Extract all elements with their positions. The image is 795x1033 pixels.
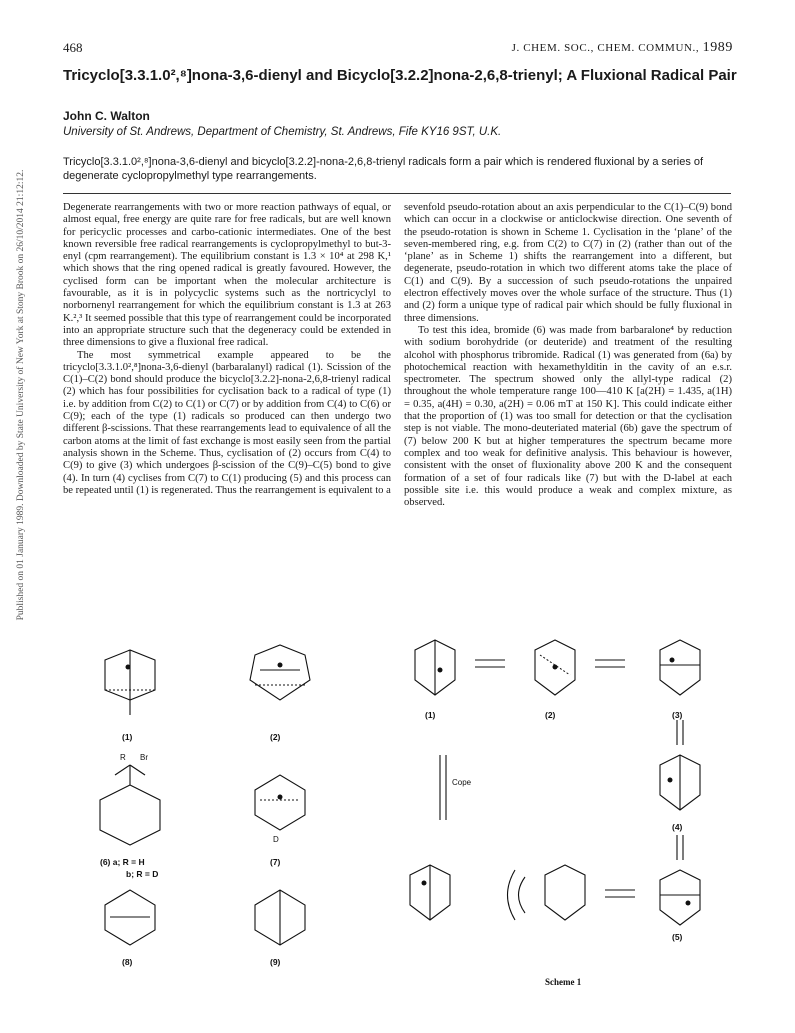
label-6b: b; R = D — [126, 869, 159, 879]
structure-8 — [105, 890, 155, 945]
download-note: Published on 01 January 1989. Downloaded by State University of New York at Stony Brook on 26/10/2014 21:12:12. — [16, 169, 26, 621]
scheme-label-3: (3) — [672, 710, 683, 720]
abstract: Tricyclo[3.3.1.0²,⁸]nona-3,6-dienyl and bicyclo[3.2.2]-nona-2,6,8-trienyl radicals form a pair which is rendered fluxional by a series of degenerate cyclopropylmethyl type rearrangements. — [63, 156, 704, 182]
label-6a: (6) a; R = H — [100, 857, 145, 867]
scheme-label-2: (2) — [545, 710, 556, 720]
journal-header — [512, 40, 733, 56]
equilibrium-arrow-1 — [475, 660, 505, 667]
affiliation: University of St. Andrews, Department of Chemistry, St. Andrews, Fife KY16 9ST, U.K. — [63, 126, 502, 138]
page-number: 468 — [63, 40, 83, 55]
author: John C. Walton — [63, 109, 150, 123]
paragraph: sevenfold pseudo-rotation about an axis perpendicular to the C(1)–C(9) bond which can occur in a clockwise or anticlockwise direction. One seventh of the pseudo-rotation is shown in Scheme 1. Cyclisation in the ‘plane’ of the seven-membered ring, e.g. from C(2) to C(7) in (2) (rather than out of the ‘plane’ as in Scheme 1) shifts the rearrangement into a different, but degenerate, pseudo-rotation in which two different atoms take the place of C(1) and C(9). By a succession of such pseudo-rotations the unpaired electron effectively moves over the whole surface of the structure. Thus (1) and (2) form a unique type of radical pair which should be fully fluxional in three dimensions. — [404, 202, 732, 324]
label-7: (7) — [270, 857, 281, 867]
structure-7 — [255, 775, 305, 830]
scheme-label-4: (4) — [672, 822, 683, 832]
structure-6 — [100, 765, 160, 845]
article-title: Tricyclo[3.3.1.0²,⁸]nona-3,6-dienyl and Bicyclo[3.2.2]nona-2,6,8-trienyl; A Fluxional Radical Pair — [63, 67, 737, 84]
scheme-structure-cope — [410, 865, 450, 920]
equilibrium-arrow-4 — [677, 835, 683, 860]
label-1: (1) — [122, 732, 133, 742]
label-9: (9) — [270, 957, 281, 967]
scheme-structure-4 — [660, 755, 700, 810]
equilibrium-arrow-2 — [595, 660, 625, 667]
equilibrium-arrow-3 — [677, 720, 683, 745]
divider — [63, 193, 731, 194]
paragraph: Degenerate rearrangements with two or more reaction pathways of equal, or almost equal, free energy are quite rare for free radicals, but are well known for pericyclic processes and carbo-cationic intermediates. One of the best known reversible free radical rearrangements is cyclopropylmethyl to but-3-enyl (cpm rearrangement). The equilibrium constant is 1.3 × 10⁴ at 298 K,¹ which shows that the ring opened radical is greatly favoured. However, the cyclised form can be important when the molecular architecture is favourable, as it is in polycyclic systems such as the nortricyclyl to norbornenyl rearrangement for which the equilibrium constant is 1.3 at 263 K.²,³ It seemed possible that this type of rearrangement could be incorporated into an appropriate structure such that the degeneracy could be extended in three dimensions to give a fluxional free radical. — [63, 202, 391, 349]
equilibrium-arrow-5 — [605, 890, 635, 897]
paragraph: To test this idea, bromide (6) was made from barbaralone⁴ by reduction with sodium borohydride (or deuteride) and treatment of the resulting alcohol with phosphorus tribromide. Radical (1) was generated from (6a) by photochemical reaction with hexamethylditin in the cavity of an e.s.r. spectrometer. The spectrum showed only the allyl-type radical (2) throughout the whole temperature range 100—410 K [a(2H) = 1.435, a(1H) = 0.35, a(4H) = 0.30, a(2H) = 0.06 mT at 150 K]. This could indicate either that the proportion of (1) was too small for detection or that the cyclisation step is not viable. The mono-deuteriated material (6b) gave the spectrum of (7) below 200 K but at higher temperatures the spectrum became more complex and too weak for definitive analysis. This behaviour is however, consistent with the onset of fluxionality above 200 K and the consequent formation of a set of four radicals like (7) but with the D-label at each possible site i.e. this would produce a weak and complex mixture, as observed. — [404, 324, 732, 509]
structure-9 — [255, 890, 305, 945]
scheme-drawing — [60, 615, 750, 1010]
label-d: D — [273, 835, 279, 844]
scheme-structure-2 — [535, 640, 575, 695]
label-br: Br — [140, 753, 148, 762]
journal-name: J. CHEM. SOC., CHEM. COMMUN., — [511, 42, 700, 54]
label-r: R — [120, 753, 126, 762]
structure-1 — [105, 650, 155, 715]
scheme-label-5: (5) — [672, 932, 683, 942]
journal-year: 1989 — [702, 40, 733, 55]
pseudo-rotation-structure — [508, 865, 586, 920]
structure-2 — [250, 645, 310, 700]
label-2: (2) — [270, 732, 281, 742]
label-8: (8) — [122, 957, 133, 967]
structures-figure — [60, 615, 750, 1010]
body-column-right — [404, 202, 732, 509]
cope-arrow — [440, 755, 446, 820]
scheme-label-1: (1) — [425, 710, 436, 720]
cope-label: Cope — [452, 778, 472, 787]
scheme-caption: Scheme 1 — [545, 977, 582, 987]
paragraph: The most symmetrical example appeared to be the tricyclo[3.3.1.0²,⁸]nona-3,6-dienyl (barbaralanyl) radical (1). Scission of the C(1)–C(2) bond should produce the bicyclo[3.2.2]-nona-2,6,8-trienyl radical (2) which has four possibilities for cyclisation back to a radical of type (1) i.e. by addition from C(2) to C(1) or C(7) or by addition from C(4) to C(6) or C(9); each of the type (1) radicals so produced can then undergo two different β-scissions. That these rearrangements lead to equivalence of all the carbon atoms at the limit of fast exchange is most easily seen from the partial analysis shown in the Scheme. Thus, cyclisation of (2) occurs from C(4) to C(9) to give (3) which undergoes β-scission of the C(9)–C(5) bond to give (4). In turn (4) cyclises from C(7) to C(1) producing (5) and this process can be repeated until (1) is regenerated. Thus the rearrangement is equivalent to a — [63, 349, 391, 496]
scheme-structure-3 — [660, 640, 700, 695]
scheme-structure-1 — [415, 640, 455, 695]
scheme-structure-5 — [660, 870, 700, 925]
body-column-left — [63, 202, 391, 497]
